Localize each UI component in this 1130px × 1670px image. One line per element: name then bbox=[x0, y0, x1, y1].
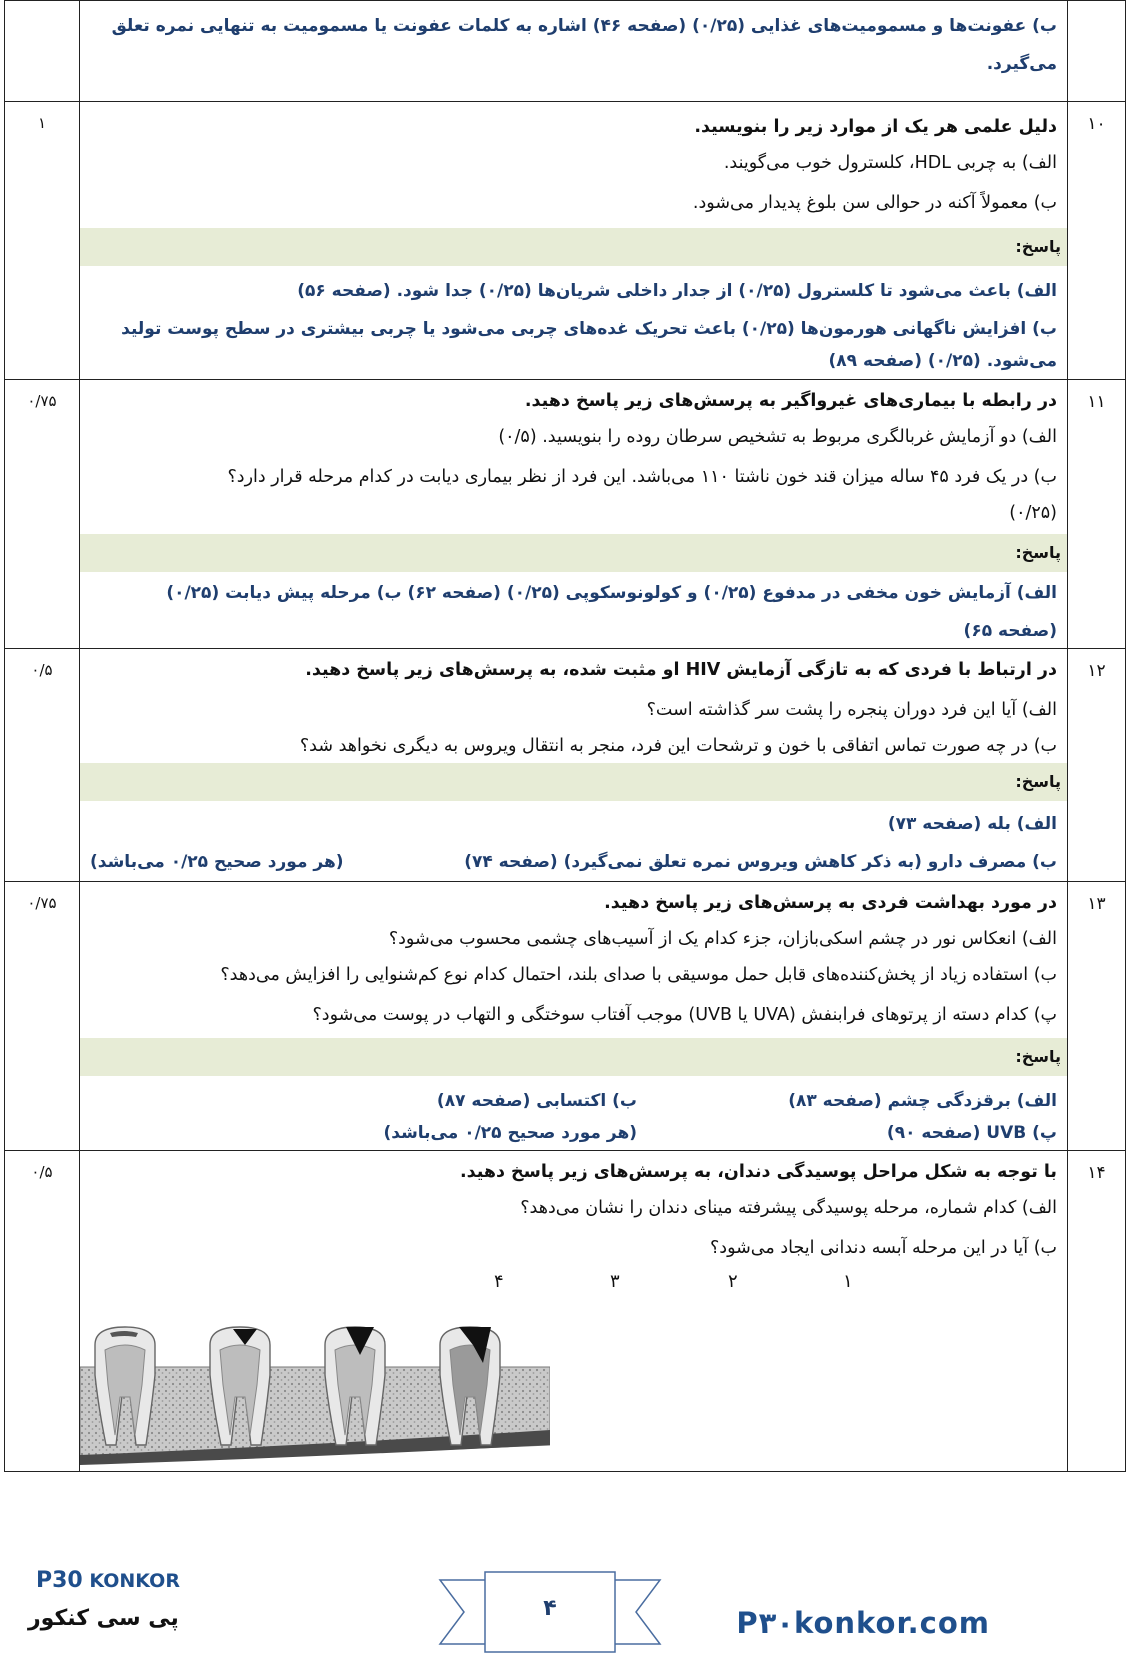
answer-line: الف) باعث می‌شود تا کلسترول (۰/۲۵) از جدار داخلی شریان‌ها (۰/۲۵) جدا شود. (صفحه ۵۶) bbox=[297, 281, 1057, 301]
tooth-decay-figure bbox=[80, 1271, 1067, 1471]
answer-line: ب) افزایش ناگهانی هورمون‌ها (۰/۲۵) باعث تحریک غده‌های چربی می‌شود یا چربی بیشتری در سطح پوست تولید bbox=[121, 319, 1057, 339]
row-question-14 bbox=[5, 1151, 1126, 1472]
continuation-cell bbox=[80, 1, 1068, 102]
logo-persian: پی سی کنکور bbox=[28, 1606, 179, 1631]
question-part-b: ب) در چه صورت تماس اتفاقی با خون و ترشحات این فرد، منجر به انتقال ویروس به دیگری نخواهد شد؟ bbox=[299, 736, 1057, 756]
question-number: ۱۱ bbox=[1068, 380, 1126, 649]
question-score: ۰/۷۵ bbox=[5, 380, 80, 649]
question-body bbox=[80, 649, 1068, 882]
question-part-b: ب) در یک فرد ۴۵ ساله میزان قند خون ناشتا ۱۱۰ می‌باشد. این فرد از نظر بیماری دیابت در کدام مرحله قرار دارد؟ bbox=[227, 467, 1057, 487]
row-question-10 bbox=[5, 102, 1126, 380]
stage-label-3: ۳ bbox=[610, 1271, 620, 1292]
page-number-ribbon bbox=[430, 1562, 670, 1662]
question-part-c: پ) کدام دسته از پرتوهای فرابنفش (UVA یا UVB) موجب آفتاب سوختگی و التهاب در پوست می‌شود؟ bbox=[312, 1005, 1057, 1025]
question-title: دلیل علمی هر یک از موارد زیر را بنویسید. bbox=[694, 117, 1057, 137]
question-part-b: ب) استفاده زیاد از پخش‌کننده‌های قابل حمل موسیقی با صدای بلند، احتمال کدام نوع کم‌شنوایی را افزایش می‌دهد؟ bbox=[220, 965, 1057, 985]
logo bbox=[36, 1568, 180, 1593]
question-title: در ارتباط با فردی که به تازگی آزمایش HIV او مثبت شده، به پرسش‌های زیر پاسخ دهید. bbox=[305, 660, 1057, 680]
question-part-a: الف) انعکاس نور در چشم اسکی‌بازان، جزء کدام یک از آسیب‌های چشمی محسوب می‌شود؟ bbox=[388, 929, 1057, 949]
question-part-a: الف) به چربی HDL، کلسترول خوب می‌گویند. bbox=[723, 153, 1057, 173]
question-part-b: ب) معمولاً آکنه در حوالی سن بلوغ پدیدار می‌شود. bbox=[692, 193, 1057, 213]
stage-label-2: ۲ bbox=[728, 1271, 738, 1292]
question-body bbox=[80, 102, 1068, 380]
row-question-13 bbox=[5, 882, 1126, 1151]
continuation-line-2: می‌گیرد. bbox=[986, 54, 1057, 74]
question-part-a: الف) کدام شماره، مرحله پوسیدگی پیشرفته مینای دندان را نشان می‌دهد؟ bbox=[520, 1198, 1057, 1218]
question-number: ۱۲ bbox=[1068, 649, 1126, 882]
answer-line: (صفحه ۶۵) bbox=[963, 621, 1057, 641]
site-url: P۳۰konkor.com bbox=[736, 1606, 990, 1640]
answer-label: پاسخ: bbox=[80, 1038, 1067, 1076]
question-title: با توجه به شکل مراحل پوسیدگی دندان، به پرسش‌های زیر پاسخ دهید. bbox=[459, 1162, 1057, 1182]
page-number: ۴ bbox=[543, 1596, 557, 1621]
tooth-diagram bbox=[80, 1305, 550, 1465]
answer-label: پاسخ: bbox=[80, 228, 1067, 266]
answer-line: می‌شود. (۰/۲۵) (صفحه ۸۹) bbox=[828, 351, 1057, 371]
row-continuation bbox=[5, 1, 1126, 102]
question-title: در رابطه با بیماری‌های غیرواگیر به پرسش‌های زیر پاسخ دهید. bbox=[524, 391, 1057, 411]
answer-line: ب) مصرف دارو (به ذکر کاهش ویروس نمره تعلق نمی‌گیرد) (صفحه ۷۴) bbox=[464, 852, 1057, 872]
question-body bbox=[80, 380, 1068, 649]
answer-part-c: پ) UVB (صفحه ۹۰) bbox=[886, 1123, 1057, 1143]
answer-label: پاسخ: bbox=[80, 763, 1067, 801]
question-number: ۱۰ bbox=[1068, 102, 1126, 380]
question-number: ۱۳ bbox=[1068, 882, 1126, 1151]
question-body bbox=[80, 882, 1068, 1151]
question-part-a: الف) آیا این فرد دوران پنجره را پشت سر گذاشته است؟ bbox=[646, 700, 1057, 720]
answer-line: الف) آزمایش خون مخفی در مدفوع (۰/۲۵) و کولونوسکوپی (۰/۲۵) (صفحه ۶۲) ب) مرحله پیش دیابت (۰/۲۵) bbox=[166, 583, 1057, 603]
logo-prefix: P30 bbox=[36, 1568, 83, 1593]
answer-part-a: الف) برقزدگی چشم (صفحه ۸۳) bbox=[788, 1091, 1057, 1111]
row-question-12 bbox=[5, 649, 1126, 882]
page-footer bbox=[0, 1548, 1130, 1670]
question-part-b-score: (۰/۲۵) bbox=[1009, 503, 1057, 523]
stage-label-1: ۱ bbox=[843, 1271, 853, 1292]
continuation-line-1: ب) عفونت‌ها و مسمومیت‌های غذایی (۰/۲۵) (صفحه ۴۶) اشاره به کلمات عفونت یا مسمومیت به تنهایی نمره تعلق bbox=[111, 16, 1057, 36]
question-part-b: ب) آیا در این مرحله آبسه دندانی ایجاد می‌شود؟ bbox=[710, 1238, 1057, 1258]
question-score: ۰/۵ bbox=[5, 649, 80, 882]
question-body bbox=[80, 1151, 1068, 1472]
answer-label: پاسخ: bbox=[80, 534, 1067, 572]
logo-word: KONKOR bbox=[89, 1570, 180, 1592]
question-title: در مورد بهداشت فردی به پرسش‌های زیر پاسخ دهید. bbox=[604, 893, 1057, 913]
question-number: ۱۴ bbox=[1068, 1151, 1126, 1472]
answer-part-b: ب) اکتسابی (صفحه ۸۷) bbox=[436, 1091, 637, 1111]
exam-table bbox=[4, 0, 1126, 1472]
question-score: ۰/۵ bbox=[5, 1151, 80, 1472]
question-part-a: الف) دو آزمایش غربالگری مربوط به تشخیص سرطان روده را بنویسید. (۰/۵) bbox=[498, 427, 1057, 447]
row-question-11 bbox=[5, 380, 1126, 649]
answer-line: الف) بله (صفحه ۷۳) bbox=[887, 814, 1057, 834]
answer-note: (هر مورد صحیح ۰/۲۵ می‌باشد) bbox=[90, 852, 344, 872]
answer-note: (هر مورد صحیح ۰/۲۵ می‌باشد) bbox=[383, 1123, 637, 1143]
stage-label-4: ۴ bbox=[494, 1271, 504, 1292]
question-score: ۱ bbox=[5, 102, 80, 380]
question-score: ۰/۷۵ bbox=[5, 882, 80, 1151]
